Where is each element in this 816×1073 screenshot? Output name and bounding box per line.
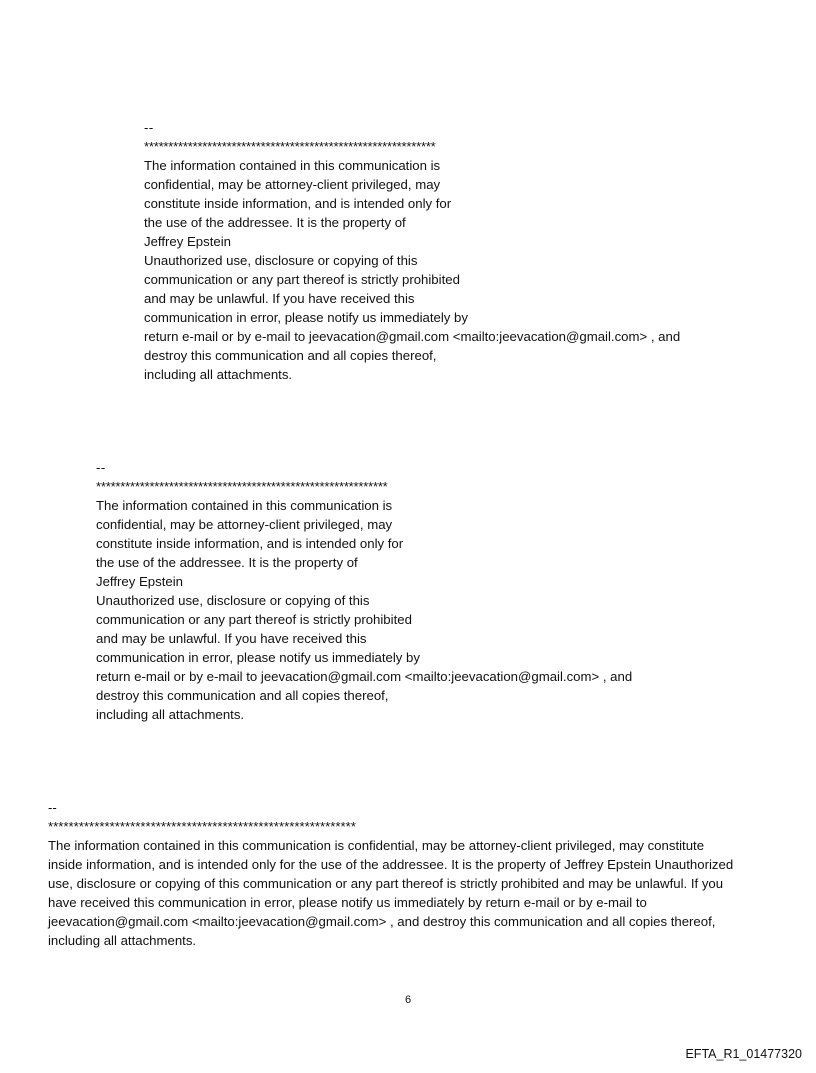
notice-line: have received this communication in error, please notify us immediately by return e-mail or by e-mail to [48,895,647,910]
notice-line: and may be unlawful. If you have received this [96,631,367,646]
notice-line: Jeffrey Epstein [96,574,183,589]
notice-line: return e-mail or by e-mail to jeevacation@gmail.com <mailto:jeevacation@gmail.com> , and [96,669,633,684]
notice-line: including all attachments. [96,707,245,722]
notice-line: communication or any part thereof is strictly prohibited [144,272,460,287]
separator-dashes: -- [144,120,154,135]
notice-line: The information contained in this communication is [96,498,393,513]
notice-line: The information contained in this communication is [144,158,441,173]
notice-line: The information contained in this communication is confidential, may be attorney-client privileged, may constitute [48,838,705,853]
page-number: 6 [404,994,412,1006]
notice-line: destroy this communication and all copies thereof, [96,688,389,703]
bates-number: EFTA_R1_01477320 [685,1047,802,1061]
notice-line: use, disclosure or copying of this communication or any part thereof is strictly prohibited and may be unlawful. If you [48,876,724,891]
confidentiality-notice-3 [48,798,764,950]
notice-line: including all attachments. [48,933,197,948]
notice-line: communication in error, please notify us immediately by [144,310,468,325]
notice-line: the use of the addressee. It is the property of [144,215,406,230]
notice-line: confidential, may be attorney-client privileged, may [96,517,393,532]
notice-line: including all attachments. [144,367,293,382]
notice-line: Jeffrey Epstein [144,234,231,249]
notice-line: communication in error, please notify us immediately by [96,650,420,665]
notice-line: confidential, may be attorney-client privileged, may [144,177,441,192]
notice-line: and may be unlawful. If you have received this [144,291,415,306]
notice-line: inside information, and is intended only for the use of the addressee. It is the property of Jeffrey Epstein Unauthorized [48,857,734,872]
separator-stars: ************************************************************ [96,479,388,494]
notice-line: destroy this communication and all copies thereof, [144,348,437,363]
notice-line: communication or any part thereof is strictly prohibited [96,612,412,627]
notice-line: the use of the addressee. It is the property of [96,555,358,570]
notice-line: Unauthorized use, disclosure or copying of this [144,253,418,268]
notice-line: constitute inside information, and is intended only for [96,536,404,551]
notice-line: jeevacation@gmail.com <mailto:jeevacation@gmail.com> , and destroy this communication and all copies thereof, [48,914,716,929]
notice-line: return e-mail or by e-mail to jeevacation@gmail.com <mailto:jeevacation@gmail.com> , and [144,329,681,344]
notice-line: Unauthorized use, disclosure or copying of this [96,593,370,608]
separator-stars: ************************************************************ [48,819,356,834]
separator-dashes: -- [96,460,106,475]
confidentiality-notice-1 [144,118,680,384]
separator-stars: ************************************************************ [144,139,436,154]
notice-line: constitute inside information, and is intended only for [144,196,452,211]
confidentiality-notice-2 [96,458,632,724]
separator-dashes: -- [48,800,57,815]
